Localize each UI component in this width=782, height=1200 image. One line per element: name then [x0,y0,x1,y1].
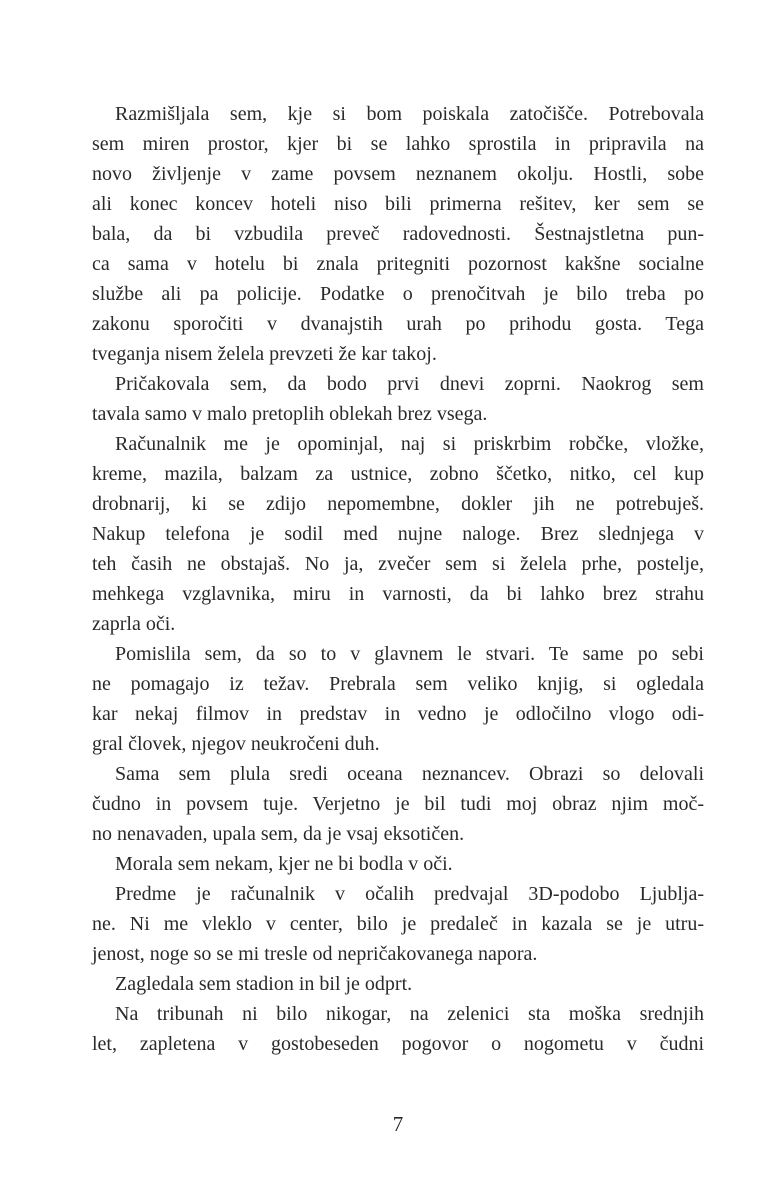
text-line: Predme je računalnik v očalih predvajal 3D-podobo Ljublja- [115,883,704,905]
text-line: Pričakovala sem, da bodo prvi dnevi zoprni. Naokrog sem [115,373,704,395]
text-line: let, zapletena v gostobeseden pogovor o nogometu v čudni [92,1033,704,1055]
text-line: Razmišljala sem, kje si bom poiskala zatočišče. Potrebovala [115,103,704,125]
text-line: Pomislila sem, da so to v glavnem le stvari. Te same po sebi [115,643,704,665]
paragraph [92,999,704,1059]
text-line: Sama sem plula sredi oceana neznancev. Obrazi so delovali [115,763,704,785]
text-line: no nenavaden, upala sem, da je vsaj eksotičen. [92,823,465,845]
paragraph [92,99,704,369]
text-line: zakonu sporočiti v dvanajstih urah po prihodu gosta. Tega [92,313,704,335]
paragraph [92,639,704,759]
text-line: gral človek, njegov neukročeni duh. [92,733,380,755]
text-line: ca sama v hotelu bi znala pritegniti pozornost kakšne socialne [92,253,704,275]
text-line: Zagledala sem stadion in bil je odprt. [115,973,413,995]
text-line: novo življenje v zame povsem neznanem okolju. Hostli, sobe [92,163,704,185]
text-line: zaprla oči. [92,613,176,635]
text-line: ne. Ni me vleklo v center, bilo je predaleč in kazala se je utru- [92,913,704,935]
paragraph [92,849,704,879]
text-line: kreme, mazila, balzam za ustnice, zobno ščetko, nitko, cel kup [92,463,704,485]
text-line: ali konec koncev hoteli niso bili primerna rešitev, ker sem se [92,193,704,215]
text-line: jenost, noge so se mi tresle od nepričakovanega napora. [92,943,538,965]
paragraph [92,429,704,639]
text-line: Računalnik me je opominjal, naj si priskrbim robčke, vložke, [115,433,704,455]
text-line: ne pomagajo iz težav. Prebrala sem veliko knjig, si ogledala [92,673,704,695]
text-line: tveganja nisem želela prevzeti že kar takoj. [92,343,437,365]
paragraph [92,879,704,969]
text-line: sem miren prostor, kjer bi se lahko sprostila in pripravila na [92,133,704,155]
text-line: čudno in povsem tuje. Verjetno je bil tudi moj obraz njim moč- [92,793,704,815]
text-line: drobnarij, ki se zdijo nepomembne, dokler jih ne potrebuješ. [92,493,704,515]
paragraph [92,369,704,429]
text-line: Morala sem nekam, kjer ne bi bodla v oči. [115,853,453,875]
text-line: kar nekaj filmov in predstav in vedno je odločilno vlogo odi- [92,703,704,725]
text-line: teh časih ne obstajaš. No ja, zvečer sem si želela prhe, postelje, [92,553,704,575]
text-line: mehkega vzglavnika, miru in varnosti, da bi lahko brez strahu [92,583,704,605]
text-line: tavala samo v malo pretoplih oblekah brez vsega. [92,403,488,425]
body-text [92,99,704,1059]
paragraph [92,759,704,849]
text-line: Na tribunah ni bilo nikogar, na zelenici sta moška srednjih [115,1003,704,1025]
paragraph [92,969,704,999]
text-line: bala, da bi vzbudila preveč radovednosti. Šestnajstletna pun- [92,223,704,245]
page-number: 7 [392,1112,404,1136]
text-line: službe ali pa policije. Podatke o prenočitvah je bilo treba po [92,283,704,305]
text-line: Nakup telefona je sodil med nujne naloge. Brez slednjega v [92,523,704,545]
